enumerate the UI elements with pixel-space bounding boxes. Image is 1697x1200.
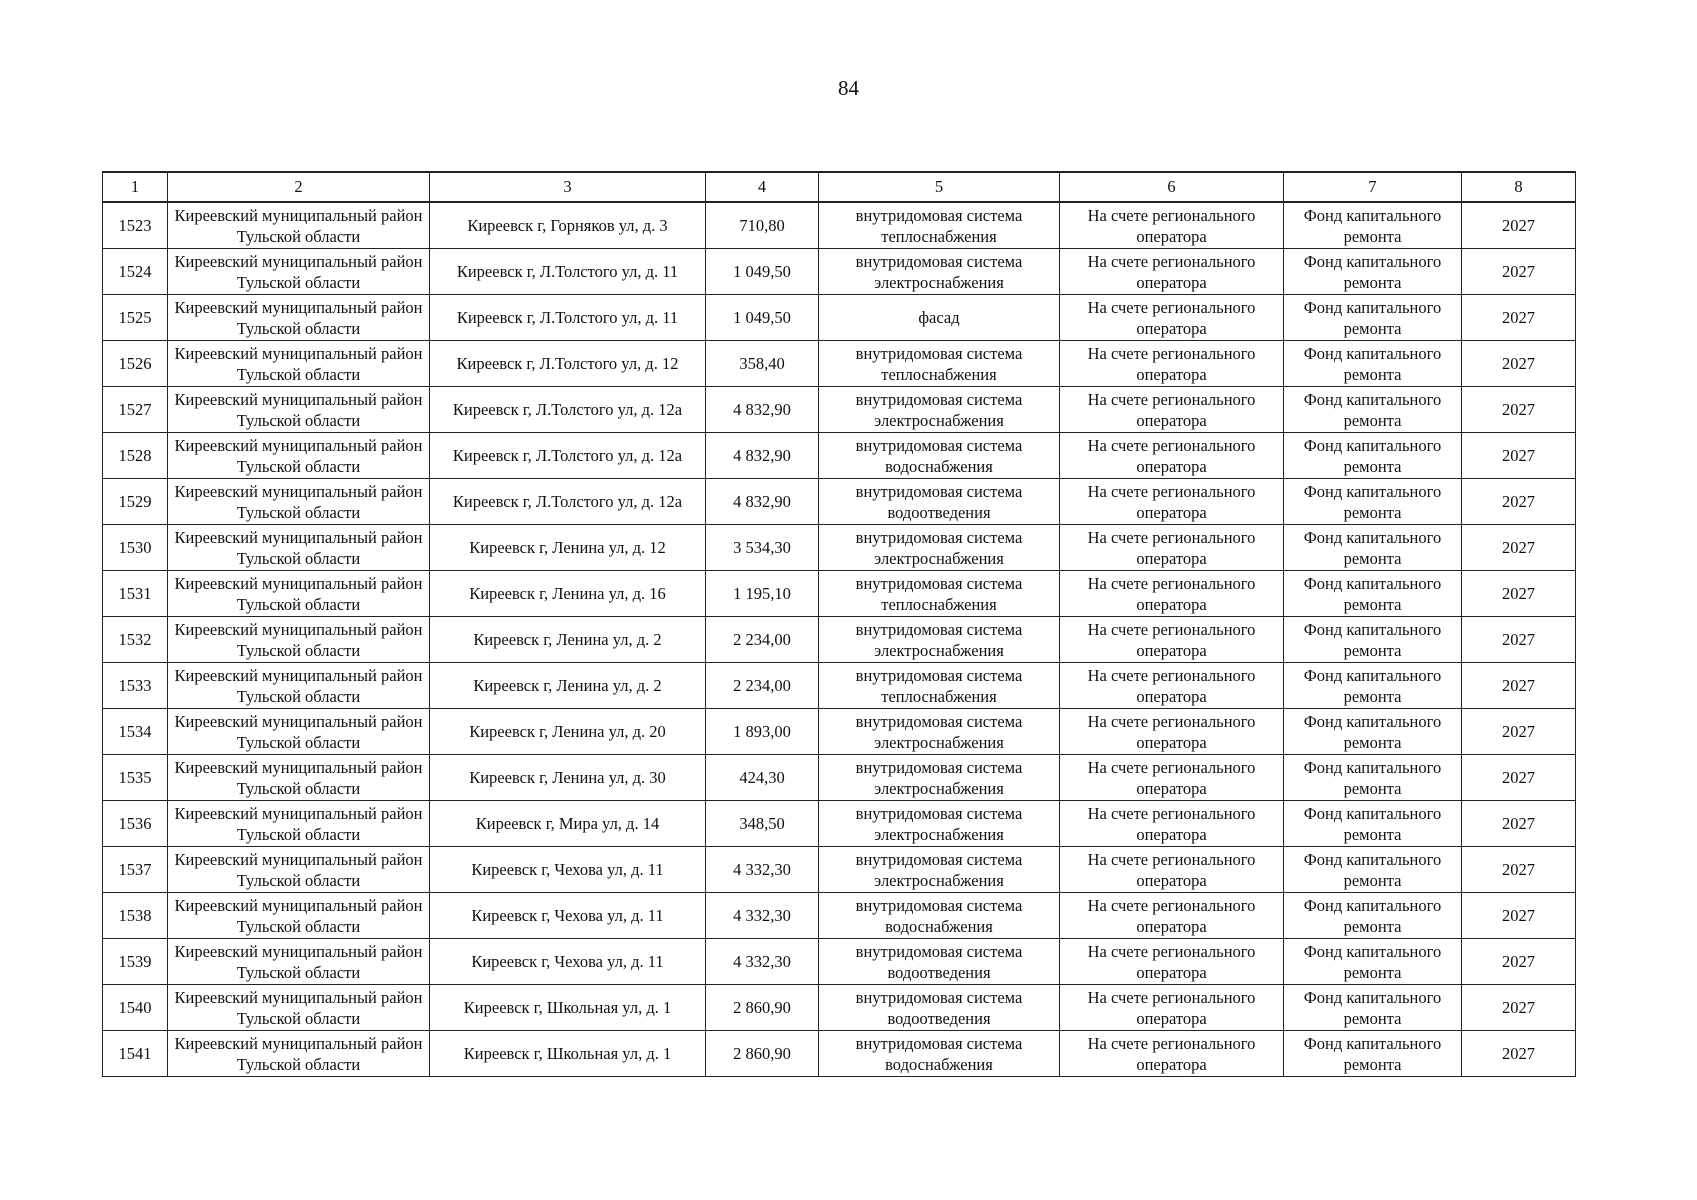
funding-source-cell: Фонд капитального ремонта bbox=[1284, 893, 1462, 939]
municipality-cell: Киреевский муниципальный район Тульской области bbox=[168, 663, 430, 709]
row-number-cell: 1529 bbox=[103, 479, 168, 525]
funding-source-cell: Фонд капитального ремонта bbox=[1284, 387, 1462, 433]
address-cell: Киреевск г, Чехова ул, д. 11 bbox=[430, 893, 706, 939]
municipality-cell: Киреевский муниципальный район Тульской области bbox=[168, 801, 430, 847]
account-cell: На счете регионального оператора bbox=[1060, 985, 1284, 1031]
funding-source-cell: Фонд капитального ремонта bbox=[1284, 939, 1462, 985]
row-number-cell: 1530 bbox=[103, 525, 168, 571]
municipality-cell: Киреевский муниципальный район Тульской области bbox=[168, 709, 430, 755]
area-cell: 1 049,50 bbox=[706, 249, 819, 295]
funding-source-cell: Фонд капитального ремонта bbox=[1284, 801, 1462, 847]
year-cell: 2027 bbox=[1462, 387, 1576, 433]
funding-source-cell: Фонд капитального ремонта bbox=[1284, 479, 1462, 525]
account-cell: На счете регионального оператора bbox=[1060, 617, 1284, 663]
work-type-cell: внутридомовая система водоснабжения bbox=[819, 1031, 1060, 1077]
year-cell: 2027 bbox=[1462, 939, 1576, 985]
account-cell: На счете регионального оператора bbox=[1060, 893, 1284, 939]
area-cell: 1 195,10 bbox=[706, 571, 819, 617]
work-type-cell: внутридомовая система водоотведения bbox=[819, 985, 1060, 1031]
header-cell-col1: 1 bbox=[103, 172, 168, 202]
address-cell: Киреевск г, Чехова ул, д. 11 bbox=[430, 847, 706, 893]
area-cell: 4 832,90 bbox=[706, 387, 819, 433]
table-row bbox=[103, 479, 1576, 525]
table-row bbox=[103, 433, 1576, 479]
header-cell-col7: 7 bbox=[1284, 172, 1462, 202]
funding-source-cell: Фонд капитального ремонта bbox=[1284, 847, 1462, 893]
work-type-cell: внутридомовая система водоснабжения bbox=[819, 893, 1060, 939]
funding-source-cell: Фонд капитального ремонта bbox=[1284, 525, 1462, 571]
address-cell: Киреевск г, Чехова ул, д. 11 bbox=[430, 939, 706, 985]
municipality-cell: Киреевский муниципальный район Тульской области bbox=[168, 433, 430, 479]
funding-source-cell: Фонд капитального ремонта bbox=[1284, 341, 1462, 387]
year-cell: 2027 bbox=[1462, 801, 1576, 847]
address-cell: Киреевск г, Мира ул, д. 14 bbox=[430, 801, 706, 847]
table-row bbox=[103, 939, 1576, 985]
work-type-cell: внутридомовая система электроснабжения bbox=[819, 847, 1060, 893]
year-cell: 2027 bbox=[1462, 202, 1576, 249]
year-cell: 2027 bbox=[1462, 709, 1576, 755]
funding-source-cell: Фонд капитального ремонта bbox=[1284, 617, 1462, 663]
account-cell: На счете регионального оператора bbox=[1060, 571, 1284, 617]
row-number-cell: 1525 bbox=[103, 295, 168, 341]
row-number-cell: 1526 bbox=[103, 341, 168, 387]
address-cell: Киреевск г, Л.Толстого ул, д. 12а bbox=[430, 387, 706, 433]
row-number-cell: 1538 bbox=[103, 893, 168, 939]
address-cell: Киреевск г, Л.Толстого ул, д. 11 bbox=[430, 295, 706, 341]
row-number-cell: 1532 bbox=[103, 617, 168, 663]
table-row bbox=[103, 709, 1576, 755]
table-row bbox=[103, 295, 1576, 341]
address-cell: Киреевск г, Школьная ул, д. 1 bbox=[430, 985, 706, 1031]
funding-source-cell: Фонд капитального ремонта bbox=[1284, 249, 1462, 295]
area-cell: 2 860,90 bbox=[706, 985, 819, 1031]
account-cell: На счете регионального оператора bbox=[1060, 387, 1284, 433]
row-number-cell: 1535 bbox=[103, 755, 168, 801]
address-cell: Киреевск г, Горняков ул, д. 3 bbox=[430, 202, 706, 249]
address-cell: Киреевск г, Ленина ул, д. 16 bbox=[430, 571, 706, 617]
account-cell: На счете регионального оператора bbox=[1060, 202, 1284, 249]
year-cell: 2027 bbox=[1462, 341, 1576, 387]
account-cell: На счете регионального оператора bbox=[1060, 341, 1284, 387]
header-cell-col4: 4 bbox=[706, 172, 819, 202]
municipality-cell: Киреевский муниципальный район Тульской области bbox=[168, 893, 430, 939]
area-cell: 1 049,50 bbox=[706, 295, 819, 341]
work-type-cell: фасад bbox=[819, 295, 1060, 341]
municipality-cell: Киреевский муниципальный район Тульской области bbox=[168, 479, 430, 525]
table-row bbox=[103, 847, 1576, 893]
area-cell: 3 534,30 bbox=[706, 525, 819, 571]
year-cell: 2027 bbox=[1462, 755, 1576, 801]
work-type-cell: внутридомовая система электроснабжения bbox=[819, 249, 1060, 295]
header-cell-col3: 3 bbox=[430, 172, 706, 202]
work-type-cell: внутридомовая система электроснабжения bbox=[819, 755, 1060, 801]
account-cell: На счете регионального оператора bbox=[1060, 1031, 1284, 1077]
year-cell: 2027 bbox=[1462, 663, 1576, 709]
municipality-cell: Киреевский муниципальный район Тульской области bbox=[168, 571, 430, 617]
work-type-cell: внутридомовая система теплоснабжения bbox=[819, 202, 1060, 249]
area-cell: 1 893,00 bbox=[706, 709, 819, 755]
work-type-cell: внутридомовая система электроснабжения bbox=[819, 617, 1060, 663]
area-cell: 424,30 bbox=[706, 755, 819, 801]
municipality-cell: Киреевский муниципальный район Тульской области bbox=[168, 295, 430, 341]
funding-source-cell: Фонд капитального ремонта bbox=[1284, 295, 1462, 341]
account-cell: На счете регионального оператора bbox=[1060, 295, 1284, 341]
year-cell: 2027 bbox=[1462, 433, 1576, 479]
year-cell: 2027 bbox=[1462, 571, 1576, 617]
work-type-cell: внутридомовая система теплоснабжения bbox=[819, 663, 1060, 709]
address-cell: Киреевск г, Ленина ул, д. 2 bbox=[430, 663, 706, 709]
municipality-cell: Киреевский муниципальный район Тульской области bbox=[168, 525, 430, 571]
header-row bbox=[103, 172, 1576, 202]
address-cell: Киреевск г, Ленина ул, д. 12 bbox=[430, 525, 706, 571]
work-type-cell: внутридомовая система электроснабжения bbox=[819, 709, 1060, 755]
header-cell-col5: 5 bbox=[819, 172, 1060, 202]
area-cell: 4 332,30 bbox=[706, 893, 819, 939]
year-cell: 2027 bbox=[1462, 847, 1576, 893]
area-cell: 2 860,90 bbox=[706, 1031, 819, 1077]
year-cell: 2027 bbox=[1462, 525, 1576, 571]
header-cell-col2: 2 bbox=[168, 172, 430, 202]
row-number-cell: 1540 bbox=[103, 985, 168, 1031]
year-cell: 2027 bbox=[1462, 617, 1576, 663]
address-cell: Киреевск г, Ленина ул, д. 20 bbox=[430, 709, 706, 755]
table-row bbox=[103, 202, 1576, 249]
address-cell: Киреевск г, Ленина ул, д. 30 bbox=[430, 755, 706, 801]
row-number-cell: 1523 bbox=[103, 202, 168, 249]
municipality-cell: Киреевский муниципальный район Тульской области bbox=[168, 249, 430, 295]
funding-source-cell: Фонд капитального ремонта bbox=[1284, 433, 1462, 479]
year-cell: 2027 bbox=[1462, 479, 1576, 525]
account-cell: На счете регионального оператора bbox=[1060, 249, 1284, 295]
work-type-cell: внутридомовая система электроснабжения bbox=[819, 801, 1060, 847]
municipality-cell: Киреевский муниципальный район Тульской области bbox=[168, 985, 430, 1031]
row-number-cell: 1533 bbox=[103, 663, 168, 709]
row-number-cell: 1536 bbox=[103, 801, 168, 847]
funding-source-cell: Фонд капитального ремонта bbox=[1284, 663, 1462, 709]
area-cell: 4 332,30 bbox=[706, 847, 819, 893]
account-cell: На счете регионального оператора bbox=[1060, 847, 1284, 893]
page-number: 84 bbox=[838, 76, 859, 100]
municipality-cell: Киреевский муниципальный район Тульской области bbox=[168, 939, 430, 985]
work-type-cell: внутридомовая система водоснабжения bbox=[819, 433, 1060, 479]
area-cell: 710,80 bbox=[706, 202, 819, 249]
work-type-cell: внутридомовая система водоотведения bbox=[819, 479, 1060, 525]
area-cell: 4 332,30 bbox=[706, 939, 819, 985]
table-row bbox=[103, 893, 1576, 939]
account-cell: На счете регионального оператора bbox=[1060, 755, 1284, 801]
row-number-cell: 1541 bbox=[103, 1031, 168, 1077]
table-row bbox=[103, 755, 1576, 801]
table-row bbox=[103, 387, 1576, 433]
work-type-cell: внутридомовая система электроснабжения bbox=[819, 525, 1060, 571]
row-number-cell: 1534 bbox=[103, 709, 168, 755]
table-row bbox=[103, 663, 1576, 709]
municipality-cell: Киреевский муниципальный район Тульской области bbox=[168, 202, 430, 249]
account-cell: На счете регионального оператора bbox=[1060, 939, 1284, 985]
row-number-cell: 1527 bbox=[103, 387, 168, 433]
account-cell: На счете регионального оператора bbox=[1060, 663, 1284, 709]
table-row bbox=[103, 617, 1576, 663]
account-cell: На счете регионального оператора bbox=[1060, 525, 1284, 571]
header-cell-col6: 6 bbox=[1060, 172, 1284, 202]
funding-source-cell: Фонд капитального ремонта bbox=[1284, 985, 1462, 1031]
area-cell: 358,40 bbox=[706, 341, 819, 387]
account-cell: На счете регионального оператора bbox=[1060, 433, 1284, 479]
municipality-cell: Киреевский муниципальный район Тульской области bbox=[168, 387, 430, 433]
table-row bbox=[103, 571, 1576, 617]
row-number-cell: 1537 bbox=[103, 847, 168, 893]
area-cell: 2 234,00 bbox=[706, 663, 819, 709]
header-cell-col8: 8 bbox=[1462, 172, 1576, 202]
row-number-cell: 1531 bbox=[103, 571, 168, 617]
year-cell: 2027 bbox=[1462, 985, 1576, 1031]
table-row bbox=[103, 525, 1576, 571]
table-row bbox=[103, 249, 1576, 295]
row-number-cell: 1528 bbox=[103, 433, 168, 479]
table-row bbox=[103, 801, 1576, 847]
table-row bbox=[103, 985, 1576, 1031]
table-header bbox=[103, 172, 1576, 202]
year-cell: 2027 bbox=[1462, 249, 1576, 295]
funding-source-cell: Фонд капитального ремонта bbox=[1284, 571, 1462, 617]
table-row bbox=[103, 1031, 1576, 1077]
funding-source-cell: Фонд капитального ремонта bbox=[1284, 755, 1462, 801]
area-cell: 348,50 bbox=[706, 801, 819, 847]
row-number-cell: 1539 bbox=[103, 939, 168, 985]
work-type-cell: внутридомовая система теплоснабжения bbox=[819, 571, 1060, 617]
address-cell: Киреевск г, Л.Толстого ул, д. 12 bbox=[430, 341, 706, 387]
area-cell: 4 832,90 bbox=[706, 479, 819, 525]
address-cell: Киреевск г, Ленина ул, д. 2 bbox=[430, 617, 706, 663]
table-row bbox=[103, 341, 1576, 387]
work-type-cell: внутридомовая система электроснабжения bbox=[819, 387, 1060, 433]
table-body bbox=[103, 202, 1576, 1077]
year-cell: 2027 bbox=[1462, 1031, 1576, 1077]
row-number-cell: 1524 bbox=[103, 249, 168, 295]
address-cell: Киреевск г, Л.Толстого ул, д. 12а bbox=[430, 433, 706, 479]
municipality-cell: Киреевский муниципальный район Тульской области bbox=[168, 617, 430, 663]
funding-source-cell: Фонд капитального ремонта bbox=[1284, 1031, 1462, 1077]
funding-source-cell: Фонд капитального ремонта bbox=[1284, 709, 1462, 755]
municipality-cell: Киреевский муниципальный район Тульской области bbox=[168, 341, 430, 387]
municipality-cell: Киреевский муниципальный район Тульской области bbox=[168, 847, 430, 893]
account-cell: На счете регионального оператора bbox=[1060, 479, 1284, 525]
address-cell: Киреевск г, Школьная ул, д. 1 bbox=[430, 1031, 706, 1077]
funding-source-cell: Фонд капитального ремонта bbox=[1284, 202, 1462, 249]
year-cell: 2027 bbox=[1462, 893, 1576, 939]
area-cell: 4 832,90 bbox=[706, 433, 819, 479]
address-cell: Киреевск г, Л.Толстого ул, д. 11 bbox=[430, 249, 706, 295]
municipality-cell: Киреевский муниципальный район Тульской области bbox=[168, 755, 430, 801]
work-type-cell: внутридомовая система теплоснабжения bbox=[819, 341, 1060, 387]
municipality-cell: Киреевский муниципальный район Тульской области bbox=[168, 1031, 430, 1077]
registry-table bbox=[102, 171, 1576, 1077]
account-cell: На счете регионального оператора bbox=[1060, 801, 1284, 847]
address-cell: Киреевск г, Л.Толстого ул, д. 12а bbox=[430, 479, 706, 525]
work-type-cell: внутридомовая система водоотведения bbox=[819, 939, 1060, 985]
year-cell: 2027 bbox=[1462, 295, 1576, 341]
area-cell: 2 234,00 bbox=[706, 617, 819, 663]
account-cell: На счете регионального оператора bbox=[1060, 709, 1284, 755]
